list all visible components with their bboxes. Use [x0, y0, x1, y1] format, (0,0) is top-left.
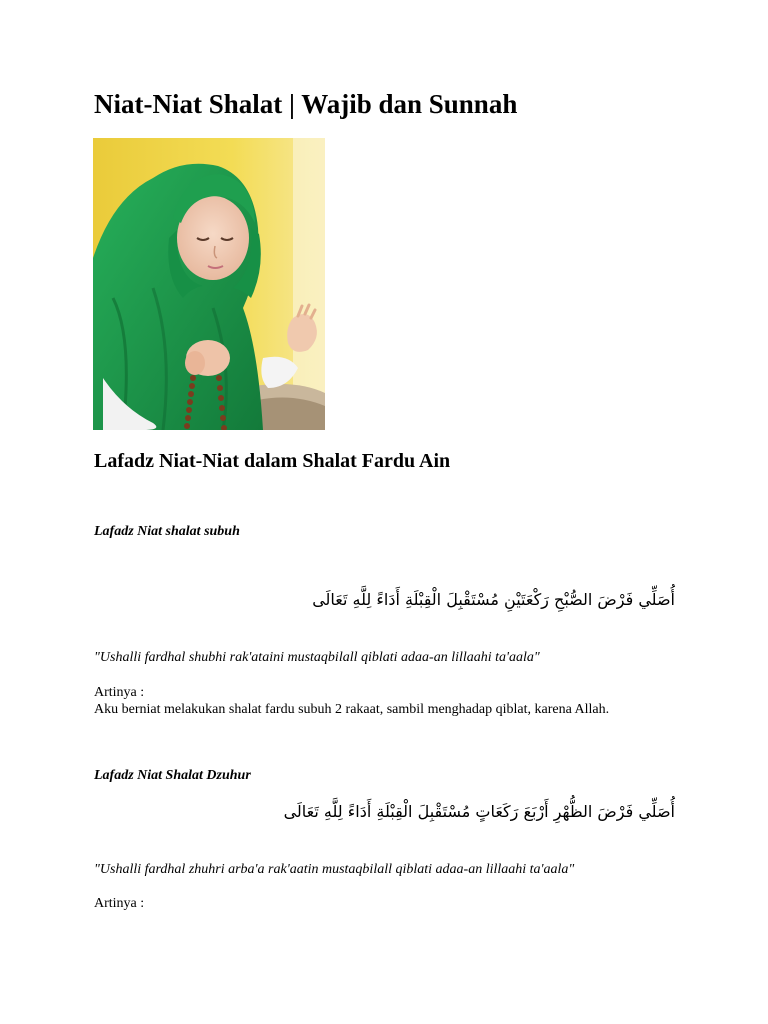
- dzuhur-latin-transliteration: "Ushalli fardhal zhuhri arba'a rak'aatin mustaqbilall qiblati adaa-an lillaahi ta'aala": [94, 862, 575, 877]
- subuh-latin-transliteration: "Ushalli fardhal shubhi rak'ataini mustaqbilall qiblati adaa-an lillaahi ta'aala": [94, 650, 540, 665]
- page-title: Niat-Niat Shalat | Wajib dan Sunnah: [94, 89, 518, 119]
- subuh-artinya-label: Artinya :: [94, 685, 145, 700]
- dzuhur-arabic-text: أُصَلِّي فَرْضَ الظُّهْرِ أَرْبَعَ رَكَعَاتٍ مُسْتَقْبِلَ الْقِبْلَةِ أَدَاءً لِلَّهِ تَعَالَى: [283, 802, 675, 821]
- dzuhur-artinya-label: Artinya :: [94, 896, 145, 911]
- subuh-translation: Aku berniat melakukan shalat fardu subuh 2 rakaat, sambil menghadap qiblat, karena Allah.: [94, 702, 610, 717]
- section-heading: Lafadz Niat-Niat dalam Shalat Fardu Ain: [94, 450, 451, 472]
- subuh-arabic-text: أُصَلِّي فَرْضَ الصُّبْحِ رَكْعَتَيْنِ مُسْتَقْبِلَ الْقِبْلَةِ أَدَاءً لِلَّهِ تَعَالَى: [312, 590, 675, 609]
- praying-girl-photo: [93, 138, 325, 430]
- subuh-heading: Lafadz Niat shalat subuh: [94, 524, 240, 539]
- dzuhur-heading: Lafadz Niat Shalat Dzuhur: [94, 768, 251, 783]
